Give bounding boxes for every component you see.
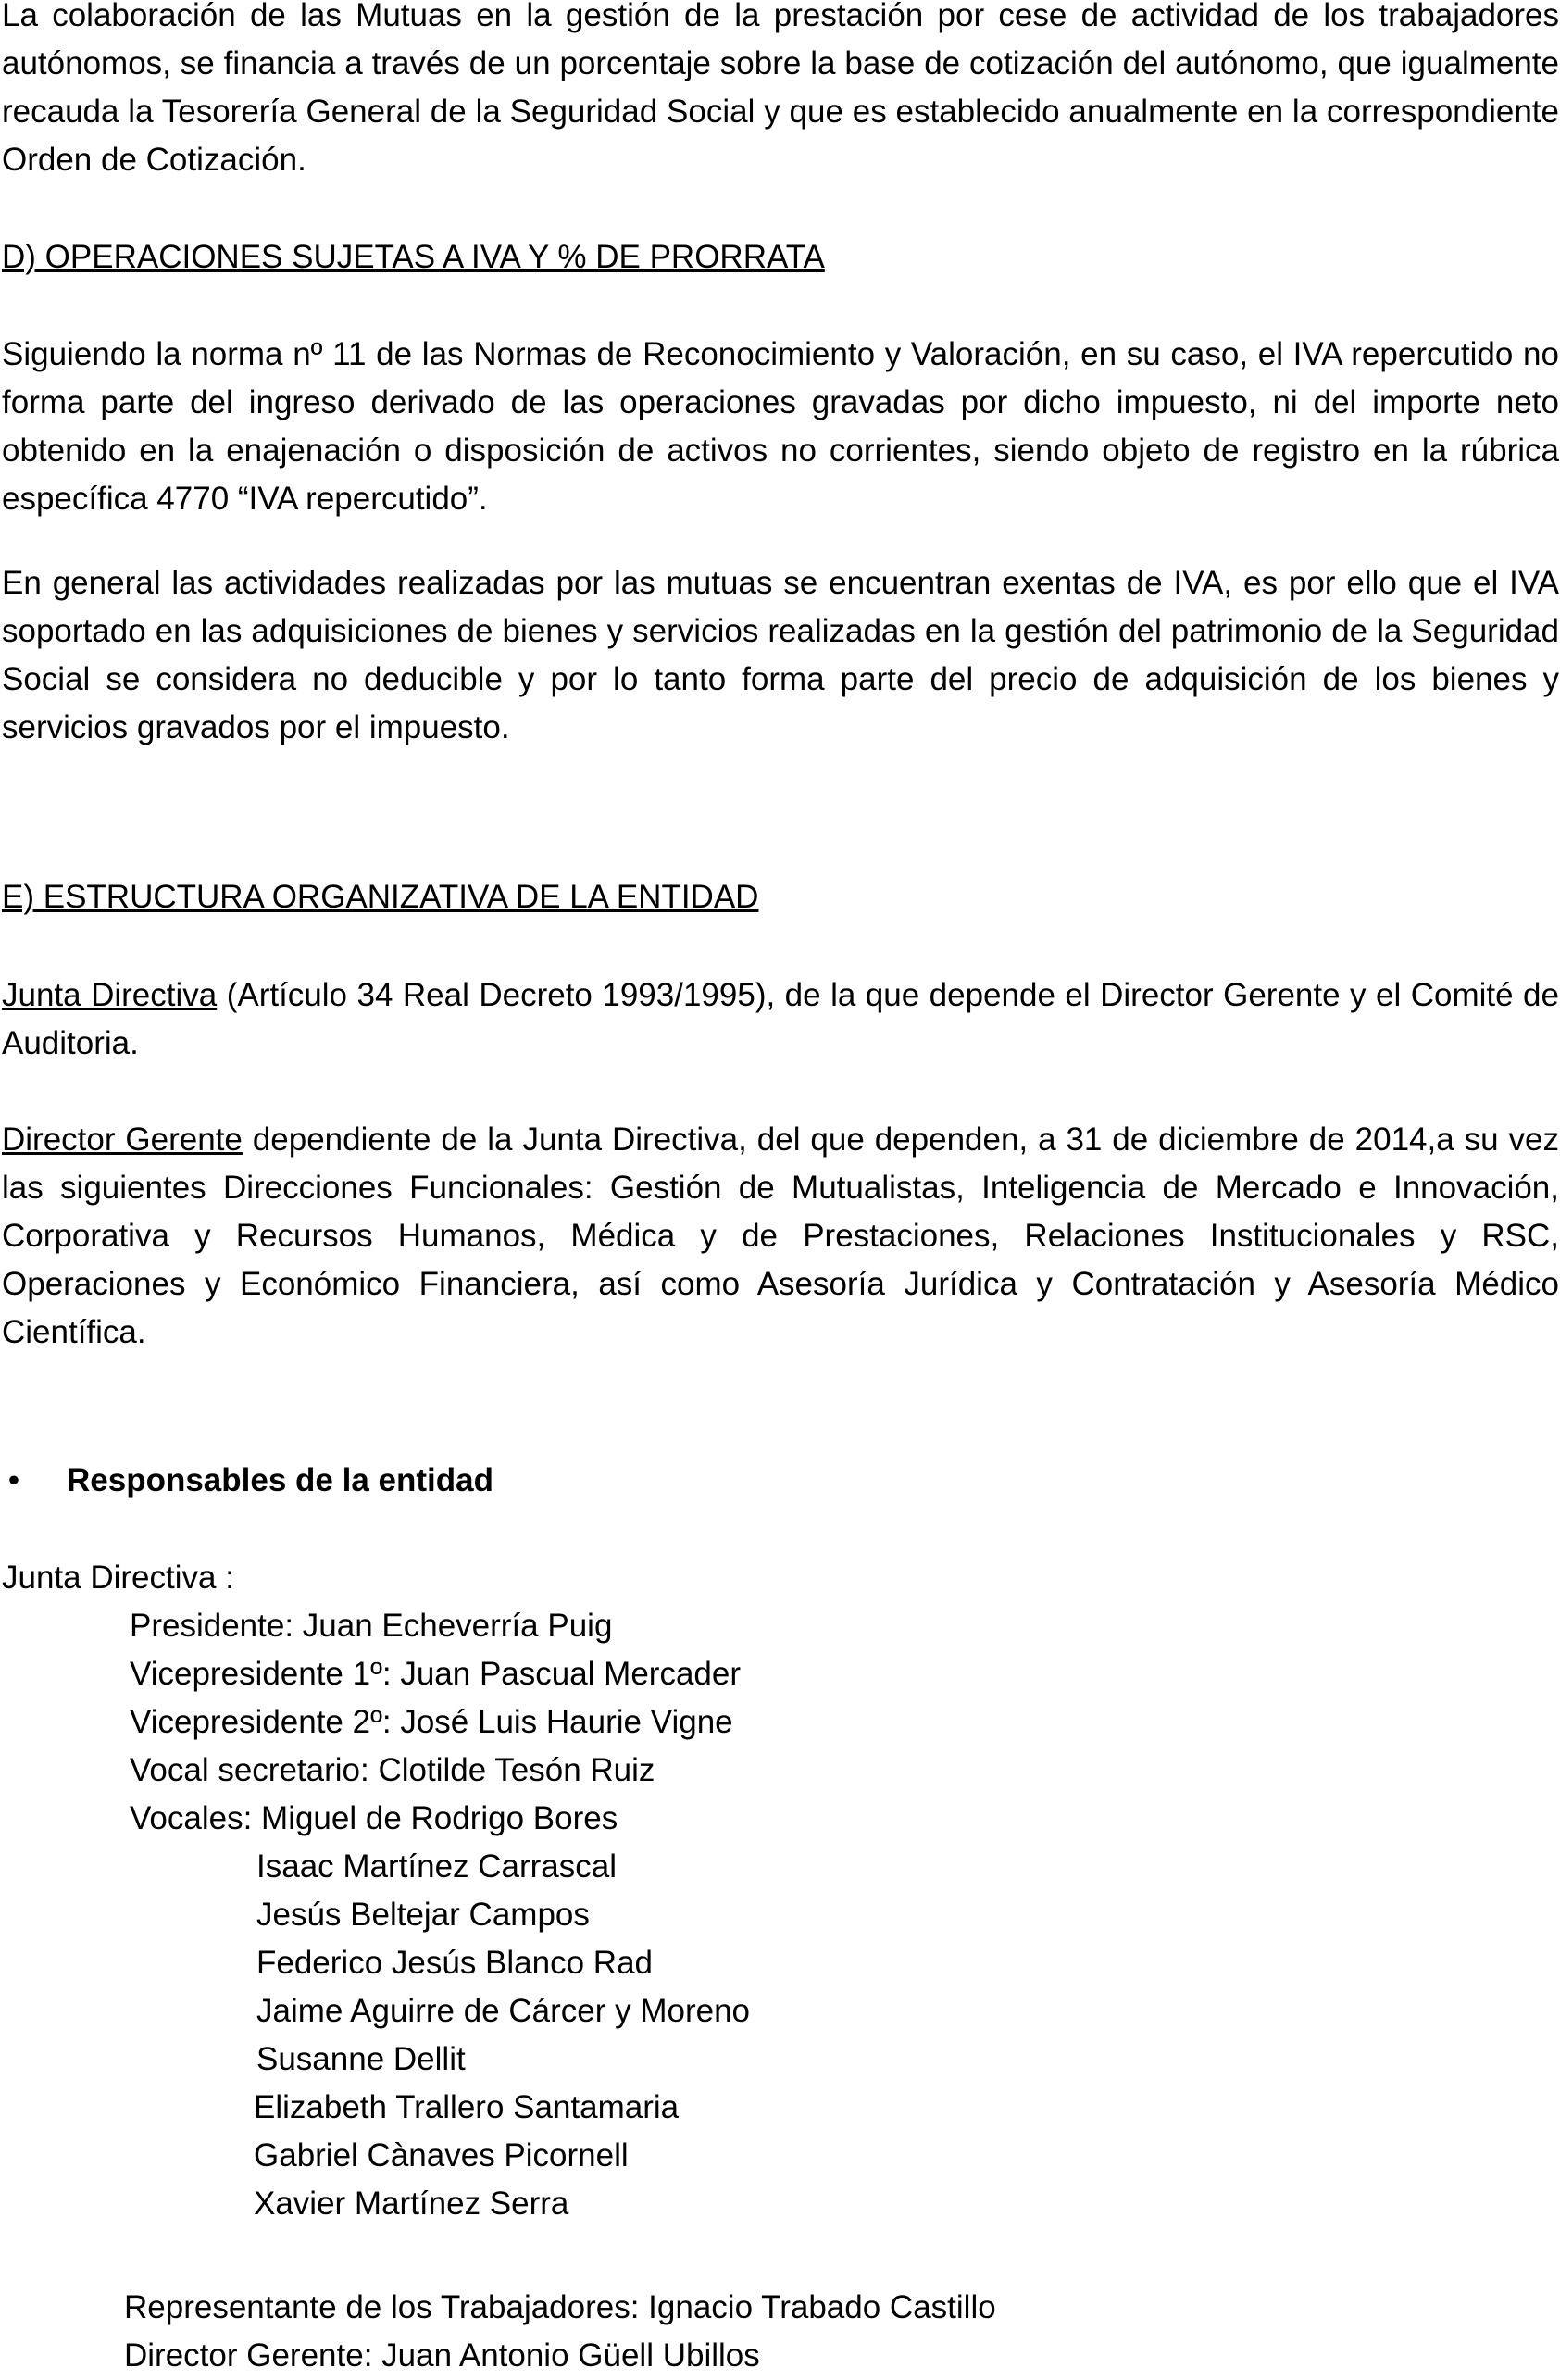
junta-directiva-paragraph [2,971,1559,1068]
vicepresidente-2-line: Vicepresidente 2º: José Luis Haurie Vigne [130,1704,733,1740]
director-gerente-term: Director Gerente [2,1121,243,1158]
junta-directiva-term: Junta Directiva [2,977,218,1013]
representante-line: Representante de los Trabajadores: Ignacio Trabado Castillo [124,2289,996,2325]
vocal-name: Jesús Beltejar Campos [256,1897,590,1933]
responsables-title: Responsables de la entidad [67,1462,493,1498]
vocal-name: Elizabeth Trallero Santamaria [254,2089,680,2125]
director-gerente-text: dependiente de la Junta Directiva, del que dependen, a 31 de diciembre de 2014,a su vez las siguientes Direcciones Funcionales: Gestión de Mutualistas, Inteligencia de Mercado e Innovación, Corporativa y Recursos Humanos, Médica y de Prestaciones, Relaciones Institucionales y RSC, Operaciones y Económico Financiera, así como Asesoría Jurídica y Contratación y Asesoría Médico Científica. [2,1121,1559,1350]
vocal-name: Gabriel Cànaves Picornell [254,2137,629,2173]
vocal-name: Isaac Martínez Carrascal [256,1848,618,1885]
section-d-heading: D) OPERACIONES SUJETAS A IVA Y % DE PRORRATA [2,239,825,275]
vicepresidente-1-line: Vicepresidente 1º: Juan Pascual Mercader [130,1656,742,1692]
vocal-secretario-line: Vocal secretario: Clotilde Tesón Ruiz [130,1752,655,1788]
presidente-line: Presidente: Juan Echeverría Puig [130,1608,613,1644]
intro-paragraph: La colaboración de las Mutuas en la gestión de la prestación por cese de actividad de los trabajadores autónomos, se financia a través de un porcentaje sobre la base de cotización del autónomo, que igualmente recauda la Tesorería General de la Seguridad Social y que es establecido anualmente en la correspondiente Orden de Cotización. [2,0,1559,178]
junta-directiva-text: (Artículo 34 Real Decreto 1993/1995), de la que depende el Director Gerente y el Comité de Auditoria. [2,977,1559,1061]
vocal-name: Federico Jesús Blanco Rad [256,1945,653,1981]
section-d-paragraph-2: En general las actividades realizadas por las mutuas se encuentran exentas de IVA, es por ello que el IVA soportado en las adquisiciones de bienes y servicios realizadas en la gestión del patrimonio de la Seguridad Social se considera no deducible y por lo tanto forma parte del precio de adquisición de los bienes y servicios gravados por el impuesto. [2,565,1559,745]
director-gerente-line: Director Gerente: Juan Antonio Güell Ubillos [124,2337,760,2374]
director-gerente-paragraph [2,1116,1559,1357]
junta-directiva-label: Junta Directiva : [2,1560,234,1596]
vocal-name: Jaime Aguirre de Cárcer y Moreno [256,1993,750,2029]
vocal-name: Susanne Dellit [256,2041,466,2077]
bullet-icon: • [7,1462,20,1498]
vocal-name: Xavier Martínez Serra [254,2186,569,2222]
section-d-paragraph-1: Siguiendo la norma nº 11 de las Normas de Reconocimiento y Valoración, en su caso, el IVA repercutido no forma parte del ingreso derivado de las operaciones gravadas por dicho impuesto, ni del importe neto obtenido en la enajenación o disposición de activos no corrientes, siendo objeto de registro en la rúbrica específica 4770 “IVA repercutido”. [2,336,1559,517]
section-e-heading: E) ESTRUCTURA ORGANIZATIVA DE LA ENTIDAD [2,879,759,915]
vocales-line: Vocales: Miguel de Rodrigo Bores [130,1800,618,1836]
